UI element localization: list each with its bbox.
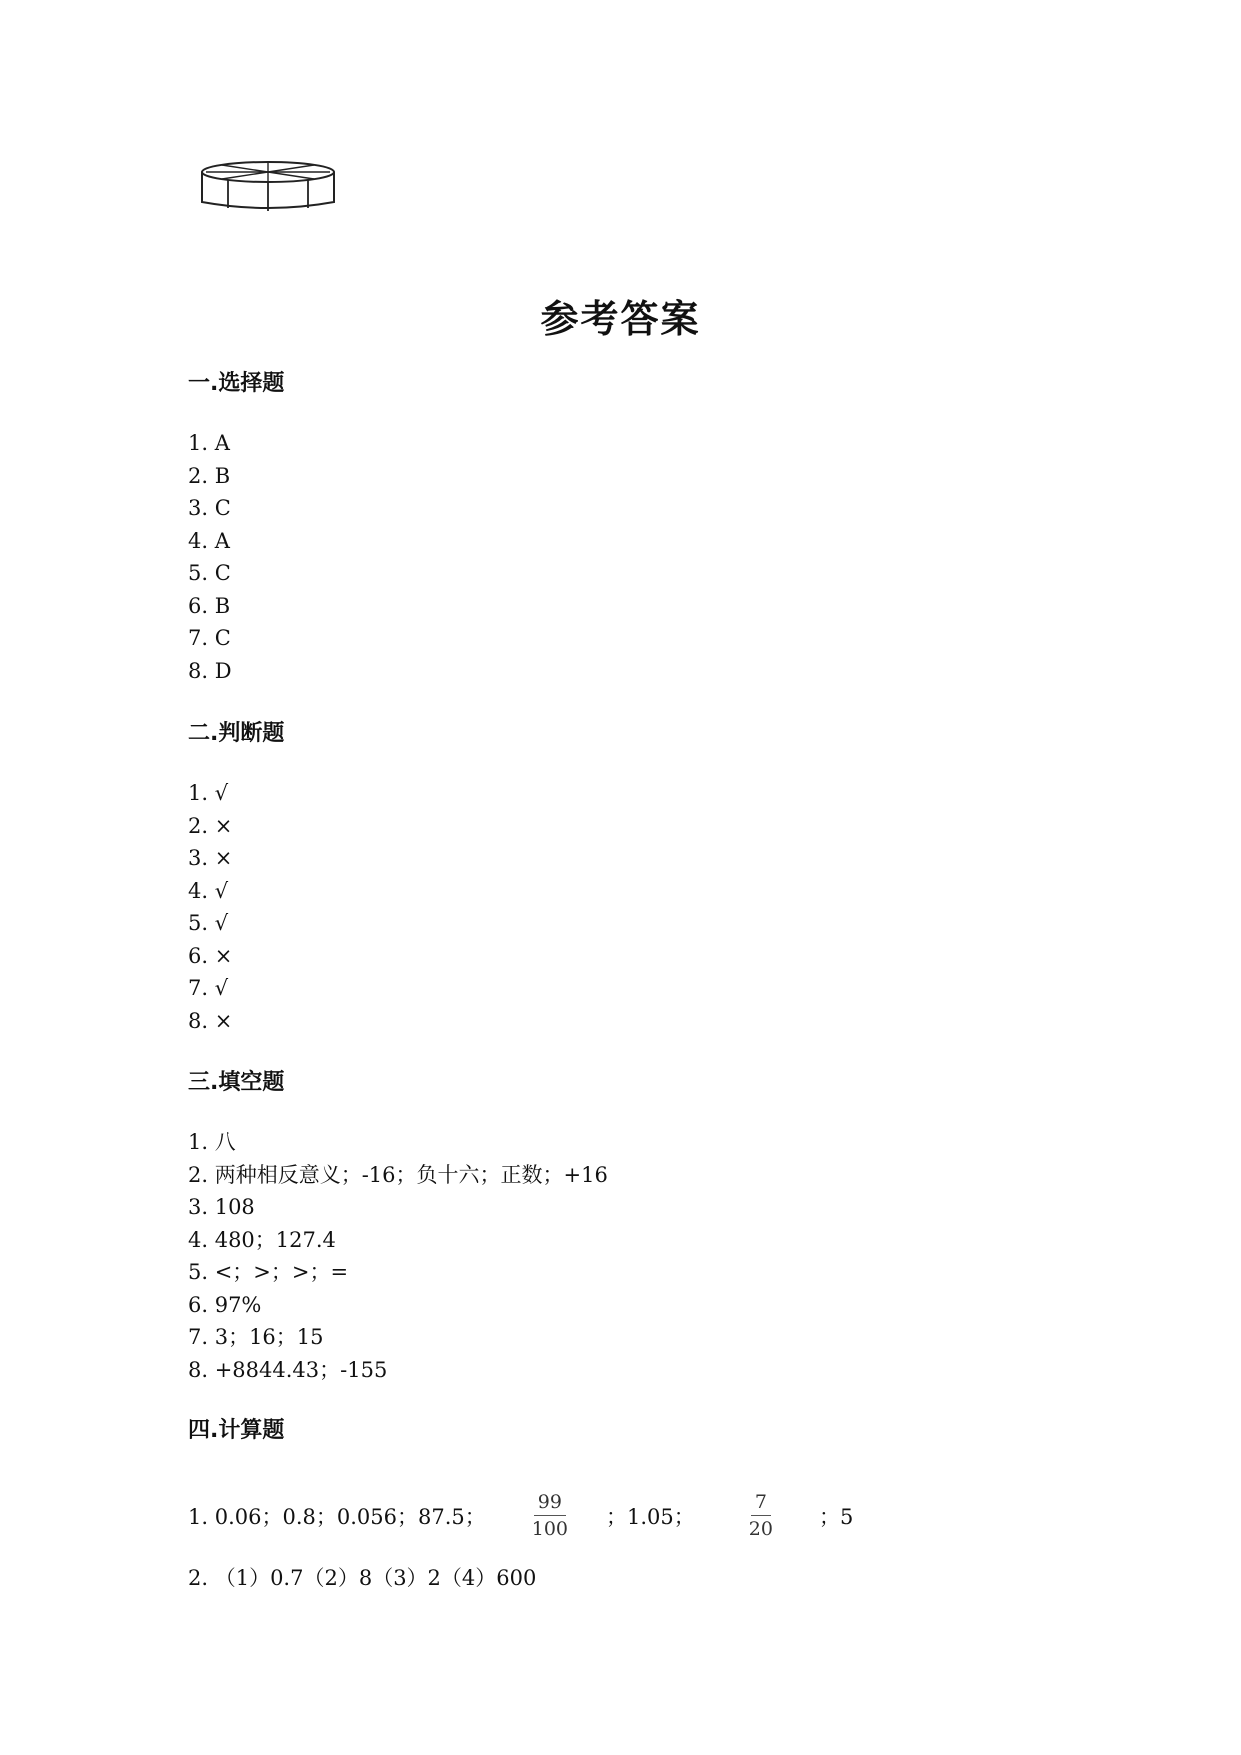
list-item: 6. × — [188, 943, 233, 968]
calc-text: ；1.05； — [606, 1504, 695, 1529]
list-item: 5. <；>；>；= — [188, 1260, 349, 1284]
calc-text: ；5 — [818, 1504, 854, 1529]
fraction — [745, 1491, 777, 1540]
list-item: 4. 480；127.4 — [188, 1227, 336, 1252]
list-item: 1. A — [188, 431, 230, 455]
list-item: 7. √ — [188, 976, 229, 1000]
section-heading-judgement: 二.判断题 — [188, 721, 285, 746]
list-item: 8. D — [188, 658, 232, 683]
fraction-denominator: 20 — [748, 1518, 773, 1540]
page-title: 参考答案 — [540, 297, 701, 341]
list-item: 3. × — [188, 846, 233, 870]
list-item: 7. 3；16；15 — [188, 1325, 324, 1349]
calculation-answer-1 — [188, 1491, 853, 1540]
choice-answer-list — [188, 427, 232, 687]
list-item: 3. C — [188, 496, 231, 520]
section-heading-fill-blank: 三.填空题 — [188, 1070, 285, 1095]
section-heading-choice: 一.选择题 — [188, 371, 285, 396]
list-item: 2. 两种相反意义；-16；负十六；正数；+16 — [188, 1162, 608, 1187]
list-item: 6. B — [188, 593, 231, 618]
list-item: 2. B — [188, 463, 231, 488]
fraction-denominator: 100 — [531, 1518, 569, 1540]
list-item: 7. C — [188, 626, 231, 650]
list-item: 5. C — [188, 561, 231, 585]
list-item: 1. 八 — [188, 1130, 236, 1154]
list-item: 8. +8844.43；-155 — [188, 1357, 388, 1382]
fraction — [528, 1491, 572, 1540]
calc-text: 1. 0.06；0.8；0.056；87.5； — [188, 1504, 486, 1529]
list-item: 5. √ — [188, 911, 229, 935]
list-item: 8. × — [188, 1008, 233, 1033]
list-item: 4. √ — [188, 878, 229, 903]
calculation-answer-2: 2. （1）0.7（2）8（3）2（4）600 — [188, 1566, 537, 1590]
fill-blank-answer-list — [188, 1126, 608, 1386]
list-item: 6. 97% — [188, 1292, 262, 1317]
judgement-answer-list — [188, 777, 232, 1037]
list-item: 4. A — [188, 528, 230, 553]
list-item: 3. 108 — [188, 1195, 255, 1219]
section-heading-calculation: 四.计算题 — [188, 1418, 285, 1443]
fraction-numerator: 99 — [534, 1491, 566, 1516]
fraction-numerator: 7 — [751, 1491, 771, 1516]
cylinder-figure — [198, 156, 338, 220]
list-item: 1. √ — [188, 781, 229, 805]
list-item: 2. × — [188, 813, 233, 838]
